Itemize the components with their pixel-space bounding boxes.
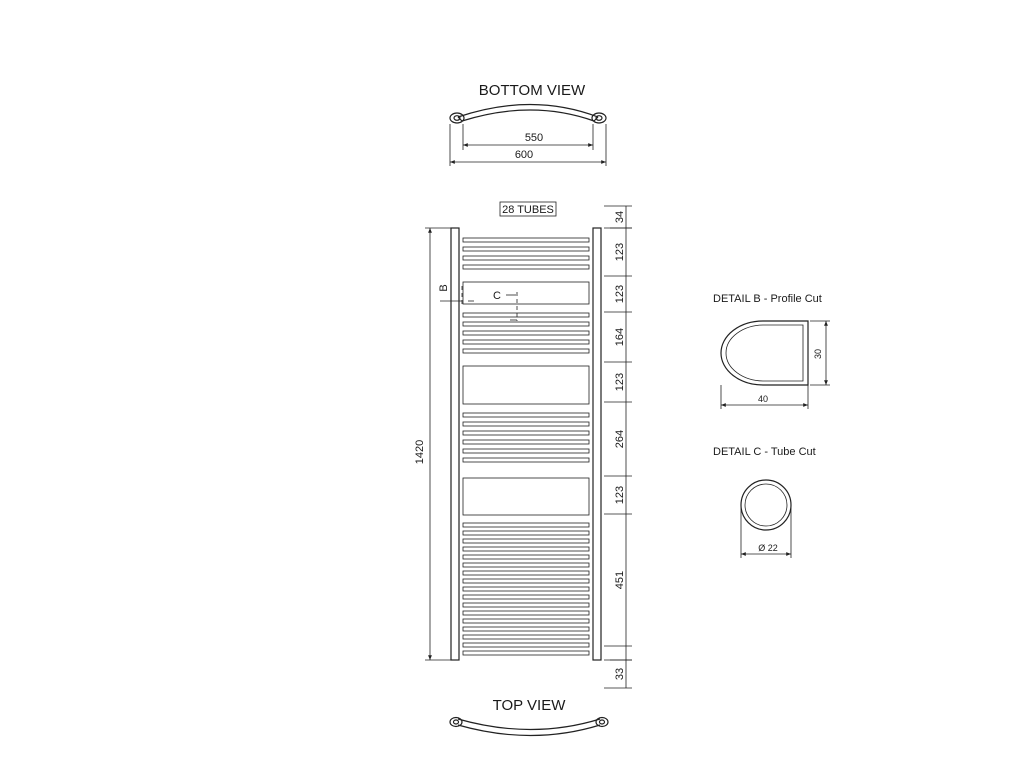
dim-profile-height-label: 30 (813, 348, 823, 360)
profile-tube (463, 366, 589, 404)
tube (463, 571, 589, 575)
chain-dim-label: 264 (613, 429, 626, 449)
top-rail-outer (458, 719, 600, 730)
tube (463, 349, 589, 353)
tube (463, 458, 589, 462)
tube (463, 238, 589, 242)
tube (463, 247, 589, 251)
chain-dim-label: 123 (613, 485, 626, 505)
tube (463, 651, 589, 655)
profile-outer (721, 321, 808, 385)
detail-b-title: DETAIL B - Profile Cut (713, 293, 822, 305)
left-rail (451, 228, 459, 660)
dim-tube-diameter-label: Ø 22 (758, 543, 778, 553)
tube (463, 595, 589, 599)
tube (463, 523, 589, 527)
bottom-rail-outer (458, 105, 598, 118)
tube (463, 579, 589, 583)
callout-c-label: C (493, 290, 501, 302)
tube (463, 603, 589, 607)
detail-b (713, 293, 830, 409)
top-rail-inner (458, 725, 600, 736)
profile-tube (463, 478, 589, 515)
tube (463, 547, 589, 551)
chain-dim-label: 34 (613, 210, 626, 224)
bottom-rail-inner (462, 110, 594, 121)
dim-1420-label: 1420 (414, 439, 426, 465)
top-view-title: TOP VIEW (492, 697, 566, 714)
chain-dim-label: 164 (613, 327, 626, 347)
tube (463, 331, 589, 335)
tube (463, 313, 589, 317)
profile-tube (463, 282, 589, 304)
tube (463, 431, 589, 435)
tube (463, 413, 589, 417)
top-left-cap (450, 718, 462, 727)
tube-group (463, 238, 589, 655)
tube (463, 449, 589, 453)
profile-inner (726, 325, 803, 381)
chain-dim-label: 33 (613, 667, 626, 681)
tube (463, 643, 589, 647)
chain-dim-label: 123 (613, 284, 626, 304)
dim-profile-width-label: 40 (757, 394, 769, 404)
bottom-view (450, 82, 606, 166)
detail-c-title: DETAIL C - Tube Cut (713, 446, 816, 458)
tube (463, 322, 589, 326)
chain-dim-label: 451 (613, 570, 626, 590)
chain-dim-label: 123 (613, 372, 626, 392)
top-view (450, 697, 608, 736)
front-view (414, 202, 632, 688)
detail-c (713, 446, 816, 558)
tube-outer (741, 480, 791, 530)
tube (463, 440, 589, 444)
tube (463, 635, 589, 639)
tube (463, 256, 589, 260)
tube (463, 563, 589, 567)
top-right-cap (596, 718, 608, 727)
tube (463, 627, 589, 631)
dim-550-label: 550 (524, 132, 544, 144)
tube (463, 422, 589, 426)
bottom-right-cap (592, 113, 606, 123)
dim-600-label: 600 (514, 149, 534, 161)
tube (463, 265, 589, 269)
tube (463, 611, 589, 615)
tube (463, 531, 589, 535)
bottom-left-cap (450, 113, 464, 123)
tube (463, 587, 589, 591)
tube (463, 539, 589, 543)
height-dimension-chain (604, 206, 632, 688)
chain-dim-label: 123 (613, 242, 626, 262)
tube (463, 555, 589, 559)
tube (463, 340, 589, 344)
bottom-view-title: BOTTOM VIEW (478, 82, 586, 99)
tubes-label: 28 TUBES (502, 204, 554, 216)
tube (463, 619, 589, 623)
tube-inner (745, 484, 787, 526)
right-rail (593, 228, 601, 660)
callout-b-label: B (438, 284, 450, 292)
